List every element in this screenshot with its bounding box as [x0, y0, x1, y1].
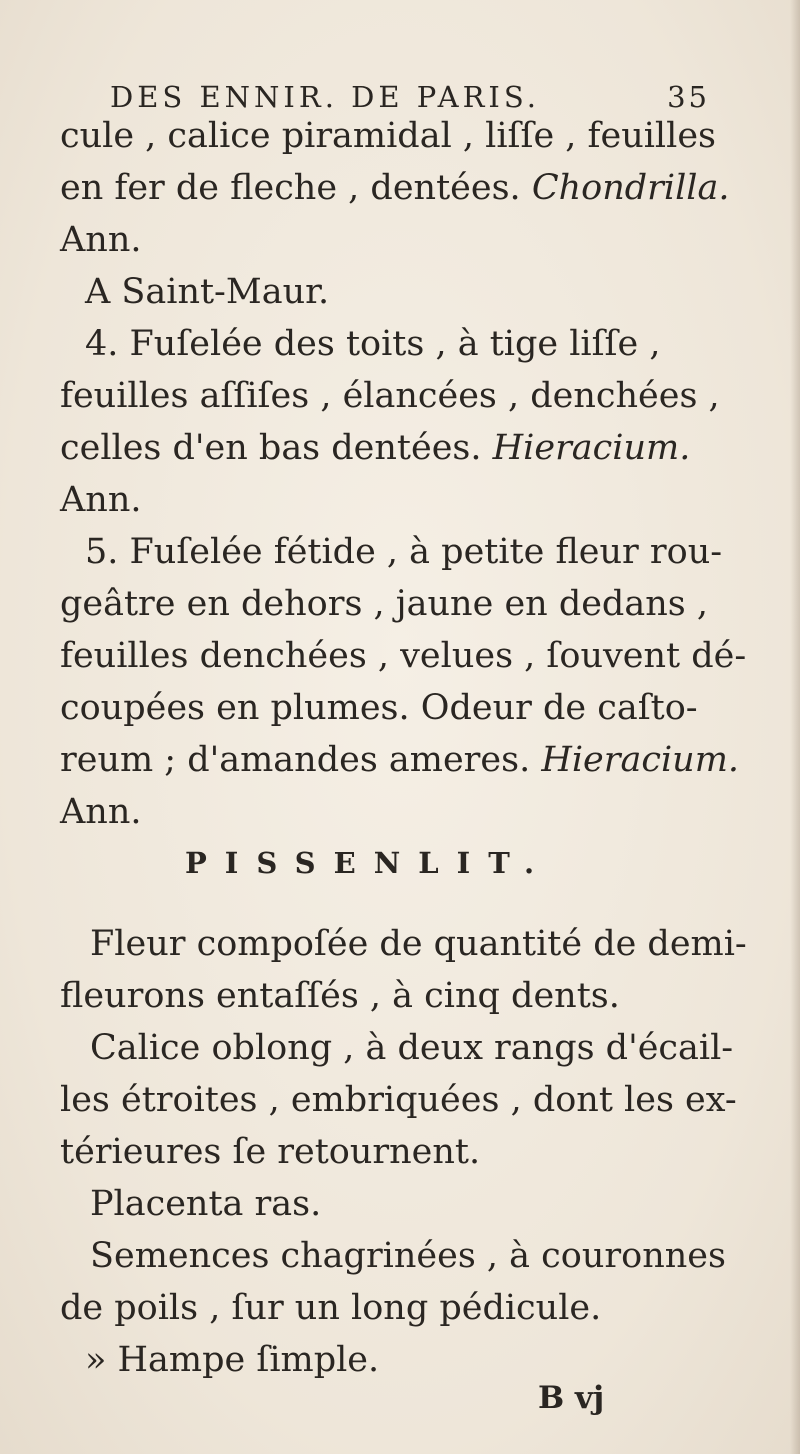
text-line: les étroites , embriquées , dont les ex-	[60, 1080, 737, 1120]
text-line: en fer de fleche , dentées. Chondrilla.	[60, 168, 730, 208]
page-number: 35	[667, 80, 710, 114]
text-line: 4. Fuſelée des toits , à tige liſſe ,	[85, 324, 661, 364]
text-line: Semences chagrinées , à couronnes	[90, 1236, 726, 1276]
text-line: coupées en plumes. Odeur de caſto-	[60, 688, 698, 728]
text-line: térieures ſe retournent.	[60, 1132, 481, 1172]
text-line: feuilles denchées , velues , ſouvent dé-	[60, 636, 747, 676]
text-line: Placenta ras.	[90, 1184, 322, 1224]
text-line: geâtre en dehors , jaune en dedans ,	[60, 584, 708, 624]
text-line: celles d'en bas dentées. Hieracium.	[60, 428, 691, 468]
latin-name: Hieracium.	[492, 428, 691, 468]
text-line: fleurons entaſſés , à cinq dents.	[60, 976, 620, 1016]
latin-name: Chondrilla.	[531, 168, 730, 208]
latin-name: Hieracium.	[541, 740, 740, 780]
text-line: Ann.	[60, 220, 142, 260]
page-edge-shadow	[790, 0, 800, 1454]
text-line: feuilles aſſiſes , élancées , denchées ,	[60, 376, 720, 416]
section-title: PISSENLIT.	[185, 846, 553, 880]
signature-mark: B vj	[538, 1380, 605, 1416]
text-line: Ann.	[60, 480, 142, 520]
text-line: Calice oblong , à deux rangs d'écail-	[90, 1028, 734, 1068]
text-line: reum ; d'amandes ameres. Hieracium.	[60, 740, 740, 780]
header-title: DES ENNIR. DE PARIS.	[110, 80, 540, 114]
text-line: Ann.	[60, 792, 142, 832]
text-line: 5. Fuſelée fétide , à petite fleur rou-	[85, 532, 723, 572]
text-line: cule , calice piramidal , liſſe , feuilles	[60, 116, 716, 156]
text-line: A Saint-Maur.	[85, 272, 330, 312]
running-header	[110, 80, 710, 114]
text-line: Fleur compoſée de quantité de demi-	[90, 924, 747, 964]
text-line: » Hampe ſimple.	[85, 1340, 380, 1380]
text-line: de poils , ſur un long pédicule.	[60, 1288, 602, 1328]
